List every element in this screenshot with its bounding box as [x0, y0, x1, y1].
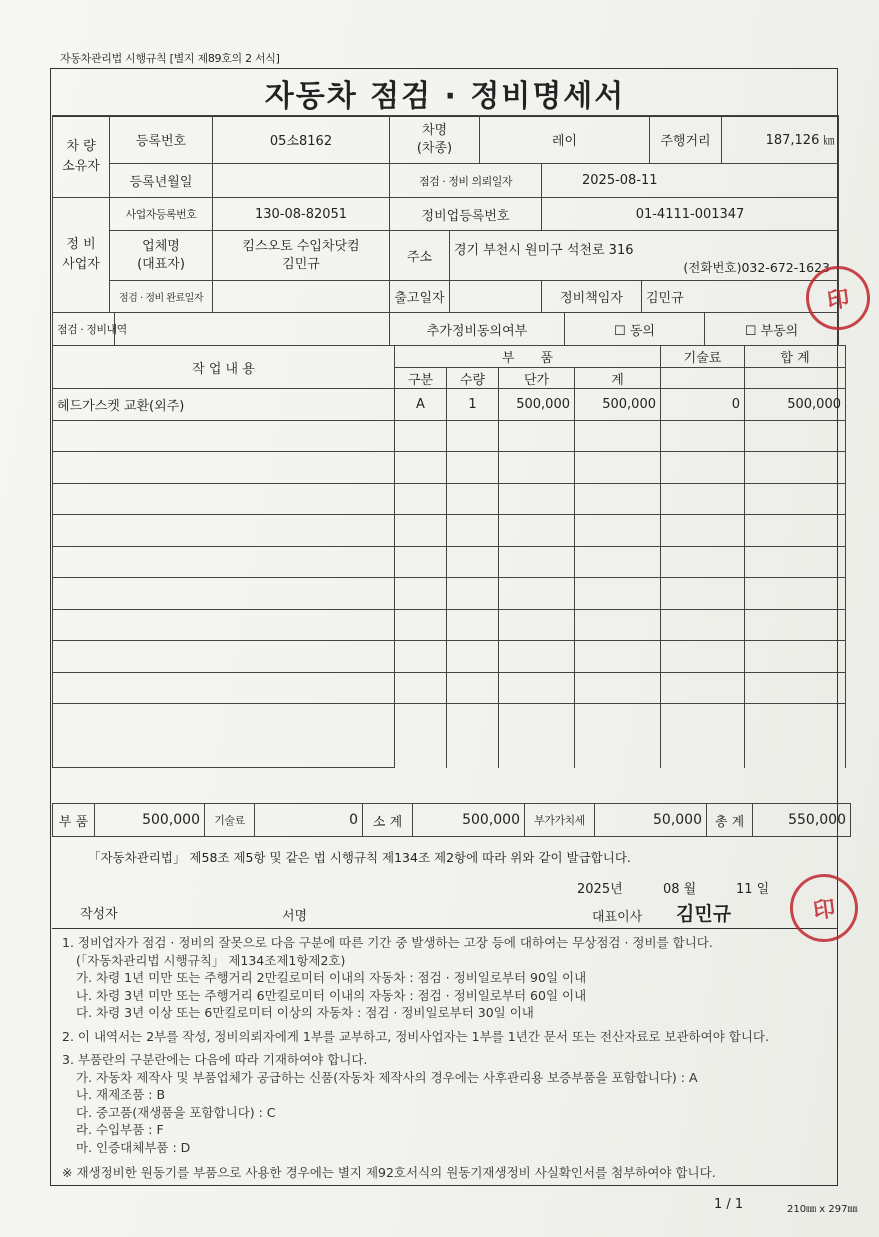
address-value: 경기 부천시 원미구 석천로 316	[454, 243, 634, 258]
work-cell-type	[395, 546, 447, 578]
sub-header-tech-blank	[661, 368, 745, 389]
representative-name: 김민규	[282, 256, 320, 272]
work-cell-type	[395, 704, 447, 768]
work-cell-unit: 500,000	[499, 389, 575, 421]
company-name: 킴스오토 수입차닷컴	[242, 238, 360, 254]
work-cell-tech	[661, 641, 745, 673]
mileage-unit: ㎞	[823, 133, 834, 147]
issue-day: 11 일	[736, 882, 770, 897]
owner-section-label: 차 량 소유자	[53, 116, 110, 198]
mileage-cell	[722, 116, 839, 164]
parts-total-value: 500,000	[95, 804, 205, 837]
owner-table	[52, 115, 839, 198]
work-cell-sum	[575, 515, 661, 547]
work-cell-tech: 0	[661, 389, 745, 421]
manager-value: 김민규	[642, 281, 839, 313]
parts-header: 부 품	[395, 346, 661, 368]
work-cell-qty	[447, 578, 499, 610]
total-header: 합 계	[745, 346, 846, 368]
ceo-name: 김민규	[676, 903, 732, 925]
release-date-label: 출고일자	[390, 281, 450, 313]
grand-total-label: 총 계	[707, 804, 753, 837]
table-row	[53, 420, 846, 452]
work-cell-type	[395, 515, 447, 547]
work-cell-sum	[575, 609, 661, 641]
work-cell-qty	[447, 420, 499, 452]
work-cell-unit	[499, 546, 575, 578]
shop-reg-label: 정비업등록번호	[390, 198, 542, 231]
work-cell-unit	[499, 420, 575, 452]
work-cell-total	[745, 672, 846, 704]
table-row	[53, 483, 846, 515]
vat-value: 50,000	[595, 804, 707, 837]
work-cell-unit	[499, 672, 575, 704]
reg-no-label: 등록번호	[110, 116, 213, 164]
subtotal-value: 500,000	[413, 804, 525, 837]
form-reference: 자동차관리법 시행규칙 [별지 제89호의 2 서식]	[60, 52, 280, 65]
sub-header-qty: 수량	[447, 368, 499, 389]
reg-date-label: 등록년월일	[110, 164, 213, 198]
page-number: 1 / 1	[714, 1197, 744, 1212]
address-cell	[450, 231, 839, 281]
release-date-value	[450, 281, 542, 313]
details-table	[52, 312, 839, 346]
shop-table	[52, 197, 839, 313]
work-cell-type	[395, 420, 447, 452]
note-3-a: 가. 자동차 제작사 및 부품업체가 공급하는 신품(자동차 제작사의 경우에는 사후관리용 보증부품을 포함합니다) : A	[76, 1069, 698, 1085]
work-cell-total	[745, 515, 846, 547]
issue-month: 08 월	[663, 882, 697, 897]
grand-total-value: 550,000	[753, 804, 851, 837]
notes-divider	[52, 928, 838, 929]
note-star: ※ 재생정비한 원동기를 부품으로 사용한 경우에는 별지 제92호서식의 원동기재생정비 사실확인서를 첨부하여야 합니다.	[62, 1165, 716, 1180]
note-3-d: 라. 수입부품 : F	[76, 1122, 164, 1137]
shop-section-label: 정 비 사업자	[53, 198, 110, 313]
work-cell-type	[395, 609, 447, 641]
work-cell-qty	[447, 641, 499, 673]
work-cell-desc	[53, 452, 395, 484]
ceo-seal-stamp: 印	[786, 870, 863, 947]
table-row	[53, 704, 846, 768]
vat-label: 부가가치세	[525, 804, 595, 837]
work-cell-desc: 헤드가스켓 교환(외주)	[53, 389, 395, 421]
work-cell-sum	[575, 452, 661, 484]
work-cell-tech	[661, 672, 745, 704]
tech-header: 기술료	[661, 346, 745, 368]
done-date-value	[213, 281, 390, 313]
work-cell-tech	[661, 420, 745, 452]
work-cell-total	[745, 420, 846, 452]
work-cell-type	[395, 452, 447, 484]
work-cell-qty	[447, 672, 499, 704]
biz-no-value: 130-08-82051	[213, 198, 390, 231]
work-cell-total	[745, 641, 846, 673]
consent-disagree-checkbox[interactable]: ☐ 부동의	[705, 313, 839, 346]
table-row	[53, 515, 846, 547]
work-cell-tech	[661, 609, 745, 641]
request-date-value: 2025-08-11	[542, 164, 839, 198]
note-1-c: 다. 차령 3년 이상 또는 6만킬로미터 이상의 자동차 : 점검 · 정비일로부터 30일 이내	[76, 1005, 534, 1020]
work-cell-type	[395, 641, 447, 673]
work-cell-unit	[499, 515, 575, 547]
company-seal-stamp: 印	[802, 262, 874, 334]
work-cell-qty	[447, 483, 499, 515]
mileage-value: 187,126	[765, 132, 820, 148]
work-cell-sum	[575, 483, 661, 515]
work-cell-desc	[53, 515, 395, 547]
sub-header-type: 구분	[395, 368, 447, 389]
note-3-c: 다. 중고품(재생품을 포함합니다) : C	[76, 1104, 276, 1120]
work-cell-unit	[499, 641, 575, 673]
reg-date-value	[213, 164, 390, 198]
work-cell-unit	[499, 452, 575, 484]
work-cell-total	[745, 483, 846, 515]
shop-reg-value: 01-4111-001347	[542, 198, 839, 231]
work-cell-unit	[499, 578, 575, 610]
consent-agree-checkbox[interactable]: ☐ 동의	[565, 313, 705, 346]
work-cell-total	[745, 609, 846, 641]
work-cell-desc	[53, 609, 395, 641]
manager-label: 정비책임자	[542, 281, 642, 313]
work-cell-sum	[575, 420, 661, 452]
work-cell-type: A	[395, 389, 447, 421]
table-row	[53, 389, 846, 421]
work-cell-qty	[447, 515, 499, 547]
note-1-a: 가. 차령 1년 미만 또는 주행거리 2만킬로미터 이내의 자동차 : 점검 · 정비일로부터 90일 이내	[76, 970, 587, 985]
work-cell-tech	[661, 578, 745, 610]
work-cell-desc	[53, 578, 395, 610]
phone-value: (전화번호)032-672-1623	[683, 260, 831, 275]
work-table	[52, 345, 846, 768]
address-label: 주소	[390, 231, 450, 281]
note-3-b: 나. 재제조품 : B	[76, 1087, 166, 1102]
tech-total-label: 기술료	[205, 804, 255, 837]
note-1-ref: (「자동차관리법 시행규칙」 제134조제1항제2호)	[76, 952, 346, 968]
work-cell-sum	[575, 578, 661, 610]
parts-total-label: 부 품	[53, 804, 95, 837]
work-cell-sum	[575, 672, 661, 704]
work-cell-tech	[661, 452, 745, 484]
details-value	[115, 313, 390, 346]
work-cell-qty: 1	[447, 389, 499, 421]
biz-no-label: 사업자등록번호	[110, 198, 213, 231]
consent-label: 추가정비동의여부	[390, 313, 565, 346]
subtotal-label: 소 계	[363, 804, 413, 837]
work-cell-tech	[661, 704, 745, 768]
work-cell-qty	[447, 546, 499, 578]
work-cell-type	[395, 483, 447, 515]
request-date-label: 점검 · 정비 의뢰일자	[390, 164, 542, 198]
work-cell-type	[395, 672, 447, 704]
note-1: 1. 정비업자가 점검 · 정비의 잘못으로 다음 구분에 따른 기간 중 발생하는 고장 등에 대하여는 무상점검 · 정비를 합니다.	[62, 935, 713, 950]
note-3: 3. 부품란의 구분란에는 다음에 따라 기재하여야 합니다.	[62, 1052, 368, 1067]
notes-section	[62, 934, 837, 1182]
table-row	[53, 578, 846, 610]
work-cell-total	[745, 704, 846, 768]
totals-table	[52, 803, 851, 837]
company-cell	[213, 231, 390, 281]
issue-statement: 「자동차관리법」 제58조 제5항 및 같은 법 시행규칙 제134조 제2항에 따라 위와 같이 발급합니다.	[88, 850, 631, 865]
done-date-label: 점검 · 정비 완료일자	[110, 281, 213, 313]
work-cell-tech	[661, 483, 745, 515]
company-label: 업체명 (대표자)	[110, 231, 213, 281]
model-label: 차명 (차종)	[390, 116, 480, 164]
work-cell-sum	[575, 546, 661, 578]
tech-total-value: 0	[255, 804, 363, 837]
work-cell-unit	[499, 483, 575, 515]
note-2: 2. 이 내역서는 2부를 작성, 정비의뢰자에게 1부를 교부하고, 정비사업자는 1부를 1년간 문서 또는 전산자료로 보관하여야 합니다.	[62, 1028, 769, 1044]
work-cell-total: 500,000	[745, 389, 846, 421]
model-value: 레이	[480, 116, 650, 164]
work-cell-total	[745, 578, 846, 610]
work-cell-sum	[575, 641, 661, 673]
work-cell-desc	[53, 641, 395, 673]
note-1-b: 나. 차령 3년 미만 또는 주행거리 6만킬로미터 이내의 자동차 : 점검 · 정비일로부터 60일 이내	[76, 987, 587, 1003]
paper-size: 210㎜ x 297㎜	[787, 1204, 858, 1215]
work-cell-desc	[53, 420, 395, 452]
sign-label: 서명	[282, 909, 308, 924]
work-cell-unit	[499, 704, 575, 768]
work-cell-desc	[53, 704, 395, 768]
work-cell-type	[395, 578, 447, 610]
reg-no-value: 05소8162	[213, 116, 390, 164]
work-cell-sum	[575, 704, 661, 768]
details-label: 점검 · 정비내역	[53, 313, 115, 346]
ceo-label: 대표이사	[592, 910, 643, 925]
work-cell-desc	[53, 483, 395, 515]
mileage-label: 주행거리	[650, 116, 722, 164]
work-cell-sum: 500,000	[575, 389, 661, 421]
work-cell-total	[745, 546, 846, 578]
issue-year: 2025년	[577, 882, 623, 897]
work-cell-tech	[661, 546, 745, 578]
table-row	[53, 609, 846, 641]
sub-header-total-blank	[745, 368, 846, 389]
work-cell-unit	[499, 609, 575, 641]
work-header: 작 업 내 용	[53, 346, 395, 389]
table-row	[53, 452, 846, 484]
work-rows	[53, 389, 846, 768]
sub-header-sum: 계	[575, 368, 661, 389]
work-cell-qty	[447, 609, 499, 641]
table-row	[53, 672, 846, 704]
document-title: 자동차 점검 · 정비명세서	[52, 70, 838, 117]
work-cell-desc	[53, 672, 395, 704]
writer-label: 작성자	[80, 907, 118, 922]
work-cell-total	[745, 452, 846, 484]
note-3-e: 마. 인증대체부품 : D	[76, 1139, 191, 1155]
work-cell-desc	[53, 546, 395, 578]
table-row	[53, 641, 846, 673]
sub-header-unit: 단가	[499, 368, 575, 389]
work-cell-qty	[447, 452, 499, 484]
work-cell-tech	[661, 515, 745, 547]
work-cell-qty	[447, 704, 499, 768]
table-row	[53, 546, 846, 578]
